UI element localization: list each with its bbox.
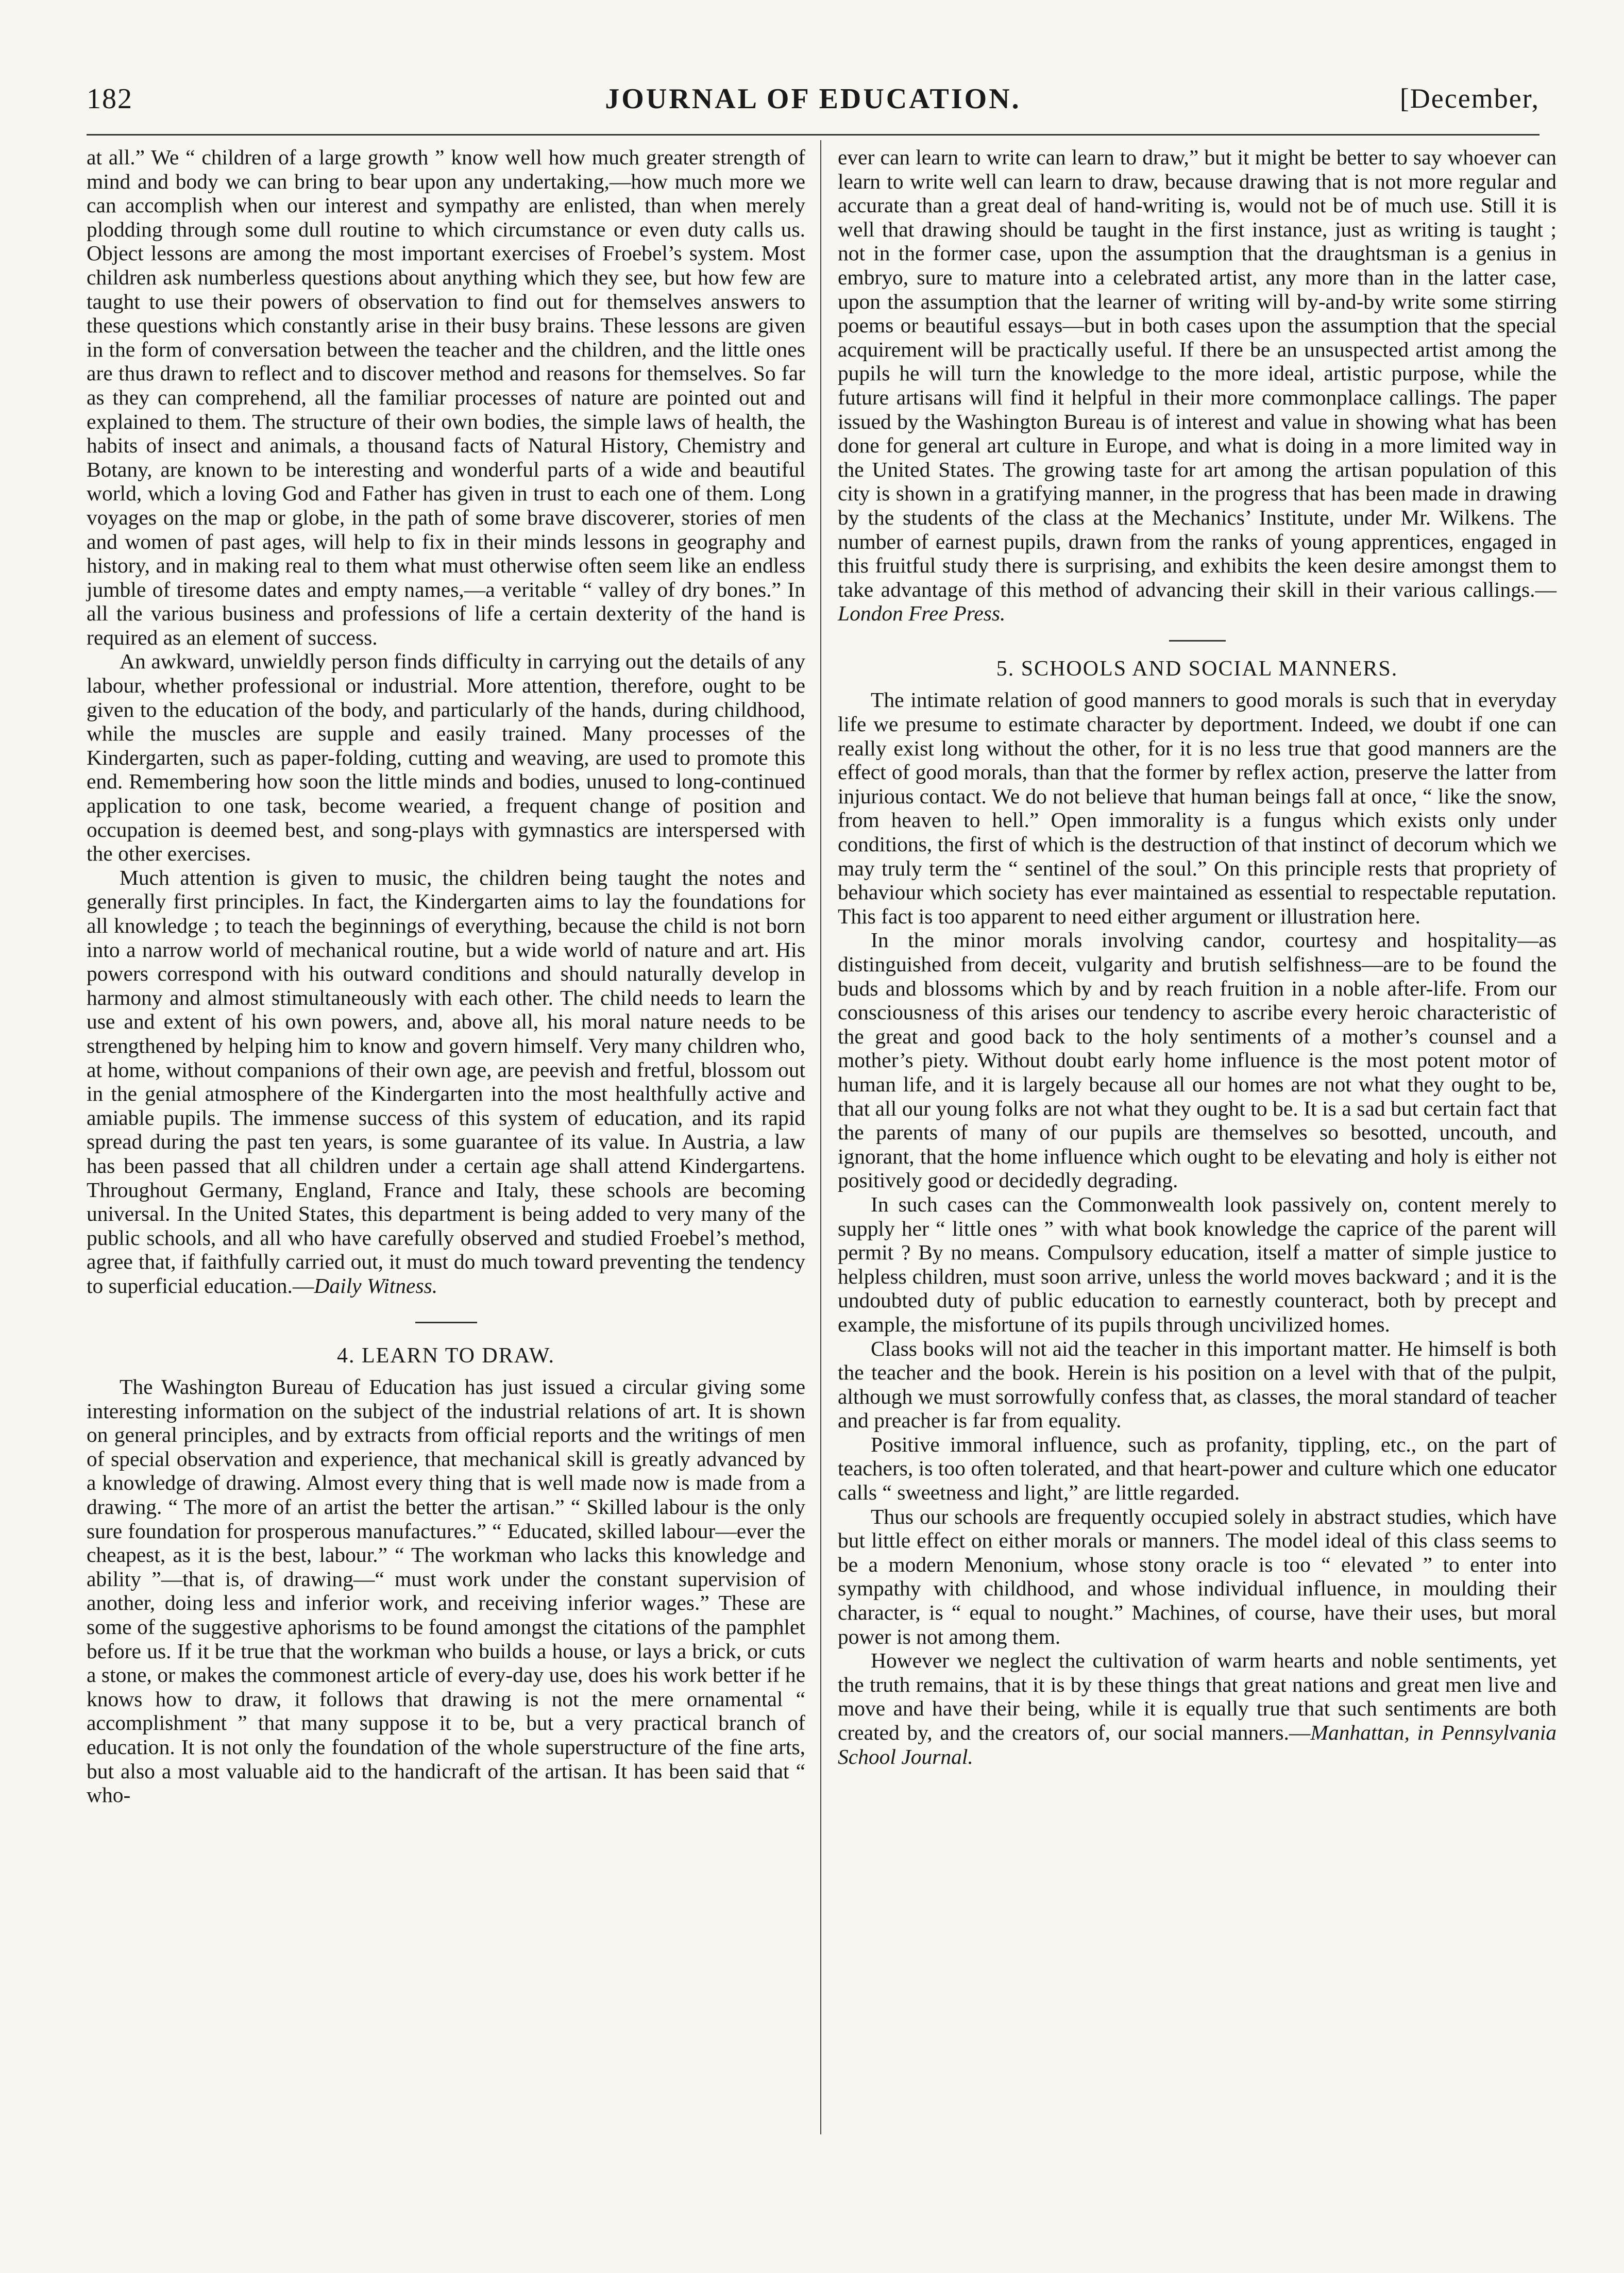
page-header <box>87 77 1540 136</box>
header-month: [December, <box>1399 83 1540 114</box>
paragraph <box>87 866 805 1298</box>
page-number: 182 <box>87 83 133 115</box>
paragraph-text: Much attention is given to music, the children being taught the notes and generally first principles. In fact, the Kindergarten aims to lay the foundations for all knowledge ; to teach the beginnings of everything, because the child is not born into a narrow world of mechanical routine, but a wide world of nature and art. His powers correspond with his outward conditions and should naturally develop in harmony and almost stimultaneously with each other. The child needs to learn the use and extent of his own powers, and, above all, his moral nature needs to be strengthened by helping him to know and govern himself. Very many children who, at home, without companions of their own age, are peevish and fretful, blossom out in the genial atmosphere of the Kindergarten into the most healthfully active and amiable pupils. The immense success of this system of education, and its rapid spread during the past ten years, is some guarantee of its value. In Austria, a law has been passed that all children under a certain age shall attend Kindergartens. Throughout Germany, England, France and Italy, these schools are becoming universal. In the United States, this department is being added to very many of the public schools, and all who have carefully observed and studied Froebel’s method, agree that, if faithfully carried out, it must do much toward preventing the tendency to superficial education.— <box>87 865 805 1298</box>
paragraph <box>838 145 1557 626</box>
journal-title: JOURNAL OF EDUCATION. <box>605 83 1021 115</box>
paragraph: In such cases can the Commonwealth look passively on, content merely to supply her “ little ones ” with what book knowledge the caprice of the parent will permit ? By no means. Compulsory education, itself a matter of simple justice to helpless children, must soon arrive, unless the world moves backward ; and it is the undoubted duty of public education to earnestly counteract, both by precept and example, the misfortune of its pupils through uncivilized homes. <box>838 1192 1557 1336</box>
source-citation: Manhattan, in Pennsylvania School Journal. <box>838 1721 1557 1769</box>
paragraph: An awkward, unwieldly person finds difficulty in carrying out the details of any labour, whether professional or industrial. More attention, therefore, ought to be given to the education of the body, and particularly of the hands, during childhood, while the muscles are supple and easily trained. Many processes of the Kindergarten, such as paper-folding, cutting and weaving, are used to promote this end. Remembering how soon the little minds and bodies, unused to long-continued application to one task, become wearied, a frequent change of position and occupation is deemed best, and song-plays with gymnastics are interspersed with the other exercises. <box>87 649 805 866</box>
source-citation: Daily Witness. <box>314 1273 438 1298</box>
paragraph <box>838 1648 1557 1769</box>
paragraph: In the minor morals involving candor, courtesy and hospitality—as distinguished from deceit, vulgarity and brutish selfishness—are to be found the buds and blossoms which by and by reach fruition in a noble after-life. From our consciousness of this arises our tendency to ascribe every heroic characteristic of the great and good back to the holy sentiments of a mother’s counsel and a mother’s piety. Without doubt early home influence is the most potent motor of human life, and it is largely because all our homes are not what they ought to be, that all our young folks are not what they ought to be. It is a sad but certain fact that the parents of many of our pupils are themselves so besotted, uncouth, and ignorant, that the home influence which ought to be elevating and holy is either not positively good or decidedly degrading. <box>838 928 1557 1192</box>
section-separator <box>415 1322 477 1323</box>
left-column <box>87 145 805 1807</box>
paragraph: The Washington Bureau of Education has just issued a circular giving some interesting information on the subject of the industrial relations of art. It is shown on general principles, and by extracts from official reports and the writings of men of special observation and experience, that mechanical skill is greatly advanced by a knowledge of drawing. Almost every thing that is well made now is made from a drawing. “ The more of an artist the better the artisan.” “ Skilled labour is the only sure foundation for prosperous manufactures.” “ Educated, skilled labour—ever the cheapest, as it is the best, labour.” “ The workman who lacks this knowledge and ability ”—that is, of drawing—“ must work under the constant supervision of another, doing less and inferior work, and receiving inferior wages.” These are some of the suggestive aphorisms to be found amongst the citations of the pamphlet before us. If it be true that the workman who builds a house, or lays a brick, or cuts a stone, or makes the commonest article of every-day use, does his work better if he knows how to draw, it follows that drawing is not the mere ornamental “ accomplishment ” that many suppose it to be, but a very practical branch of education. It is not only the foundation of the whole superstructure of the fine arts, but also a most valuable aid to the handicraft of the artisan. It has been said that “ who- <box>87 1375 805 1807</box>
section-heading: 5. SCHOOLS AND SOCIAL MANNERS. <box>996 656 1398 681</box>
paragraph: Positive immoral influence, such as profanity, tippling, etc., on the part of teachers, is too often tolerated, and that heart-power and culture which one educator calls “ sweetness and light,” are little regarded. <box>838 1432 1557 1505</box>
paragraph: Class books will not aid the teacher in this important matter. He himself is both the teacher and the book. Herein is his position on a level with that of the pulpit, although we must sorrowfully confess that, as classes, the moral standard of teacher and preacher is far from equality. <box>838 1336 1557 1433</box>
paragraph: Thus our schools are frequently occupied solely in abstract studies, which have but little effect on either morals or manners. The model ideal of this class seems to be a modern Menonium, whose stony oracle is too “ elevated ” to enter into sympathy with childhood, and whose individual influence, in moulding their character, is “ equal to nought.” Machines, of course, have their uses, but moral power is not among them. <box>838 1504 1557 1648</box>
paragraph: at all.” We “ children of a large growth ” know well how much greater strength of mind and body we can bring to bear upon any undertaking,—how much more we can accomplish when our interest and sympathy are enlisted, than when merely plodding through some dull routine to which circumstance or even duty calls us. Object lessons are among the most important exercises of Froebel’s system. Most children ask numberless questions about anything which they see, but how few are taught to use their powers of observation to find out for themselves answers to these questions which constantly arise in their busy brains. These lessons are given in the form of conversation between the teacher and the children, and the little ones are thus drawn to reflect and to discover method and reasons for themselves. So far as they can comprehend, all the familiar processes of nature are pointed out and explained to them. The structure of their own bodies, the simple laws of health, the habits of insect and animals, a thousand facts of Natural History, Chemistry and Botany, are known to be interesting and wonderful parts of a wide and beautiful world, which a loving God and Father has given in trust to each one of them. Long voyages on the map or globe, in the path of some brave discoverer, stories of men and women of past ages, will help to fix in their minds lessons in geography and history, and in making real to them what must otherwise often seem like an endless jumble of tiresome dates and empty names,—a veritable “ valley of dry bones.” In all the various business and professions of life a certain dexterity of the hand is required as an element of success. <box>87 145 805 649</box>
section-heading: 4. LEARN TO DRAW. <box>336 1343 555 1368</box>
source-citation: London Free Press. <box>838 601 1006 626</box>
paragraph-text: However we neglect the cultivation of warm hearts and noble sentiments, yet the truth remains, that it is by these things that great nations and great men live and move and have their being, while it is equally true that such sentiments are both created by, and the creators of, our social manners.— <box>838 1648 1557 1744</box>
column-divider <box>820 140 821 2134</box>
right-column <box>838 145 1557 1769</box>
paragraph-text: ever can learn to write can learn to draw,” but it might be better to say whoever can learn to write well can learn to draw, because drawing that is not more regular and accurate than a great deal of hand-writing is, would not be of much use. Still it is well that drawing should be taught in the first instance, just as writing is taught ; not in the former case, upon the assumption that the draughtsman is a genius in embryo, sure to mature into a celebrated artist, any more than in the latter case, upon the assumption that the learner of writing will by-and-by write some stirring poems or beautiful essays—but in both cases upon the assumption that the special acquirement will be practically useful. If there be an unsuspected artist among the pupils he will turn the knowledge to the more ideal, artistic purpose, while the future artisans will find it helpful in their more commonplace callings. The paper issued by the Washington Bureau is of interest and value in showing what has been done for general art culture in Europe, and what is doing in a more limited way in the United States. The growing taste for art among the artisan population of this city is shown in a gratifying manner, in the progress that has been made in drawing by the students of the class at the Mechanics’ Institute, under Mr. Wilkens. The number of earnest pupils, drawn from the ranks of young apprentices, engaged in this fruitful study there is surprising, and exhibits the keen desire amongst them to take advantage of this method of advancing their skill in their various callings.— <box>838 145 1557 601</box>
section-separator <box>1169 640 1226 642</box>
paragraph: The intimate relation of good manners to good morals is such that in everyday life we presume to estimate character by deportment. Indeed, we doubt if one can really exist long without the other, for it is no less true that good manners are the effect of good morals, than that the former by reflex action, preserve the latter from injurious contact. We do not believe that human beings fall at once, “ like the snow, from heaven to hell.” Open immorality is a fungus which exists only under conditions, the first of which is the destruction of that instinct of decorum which we may truly term the “ sentinel of the soul.” On this principle rests that propriety of behaviour which society has ever maintained as essential to respectable reputation. This fact is too apparent to need either argument or illustration here. <box>838 688 1557 928</box>
